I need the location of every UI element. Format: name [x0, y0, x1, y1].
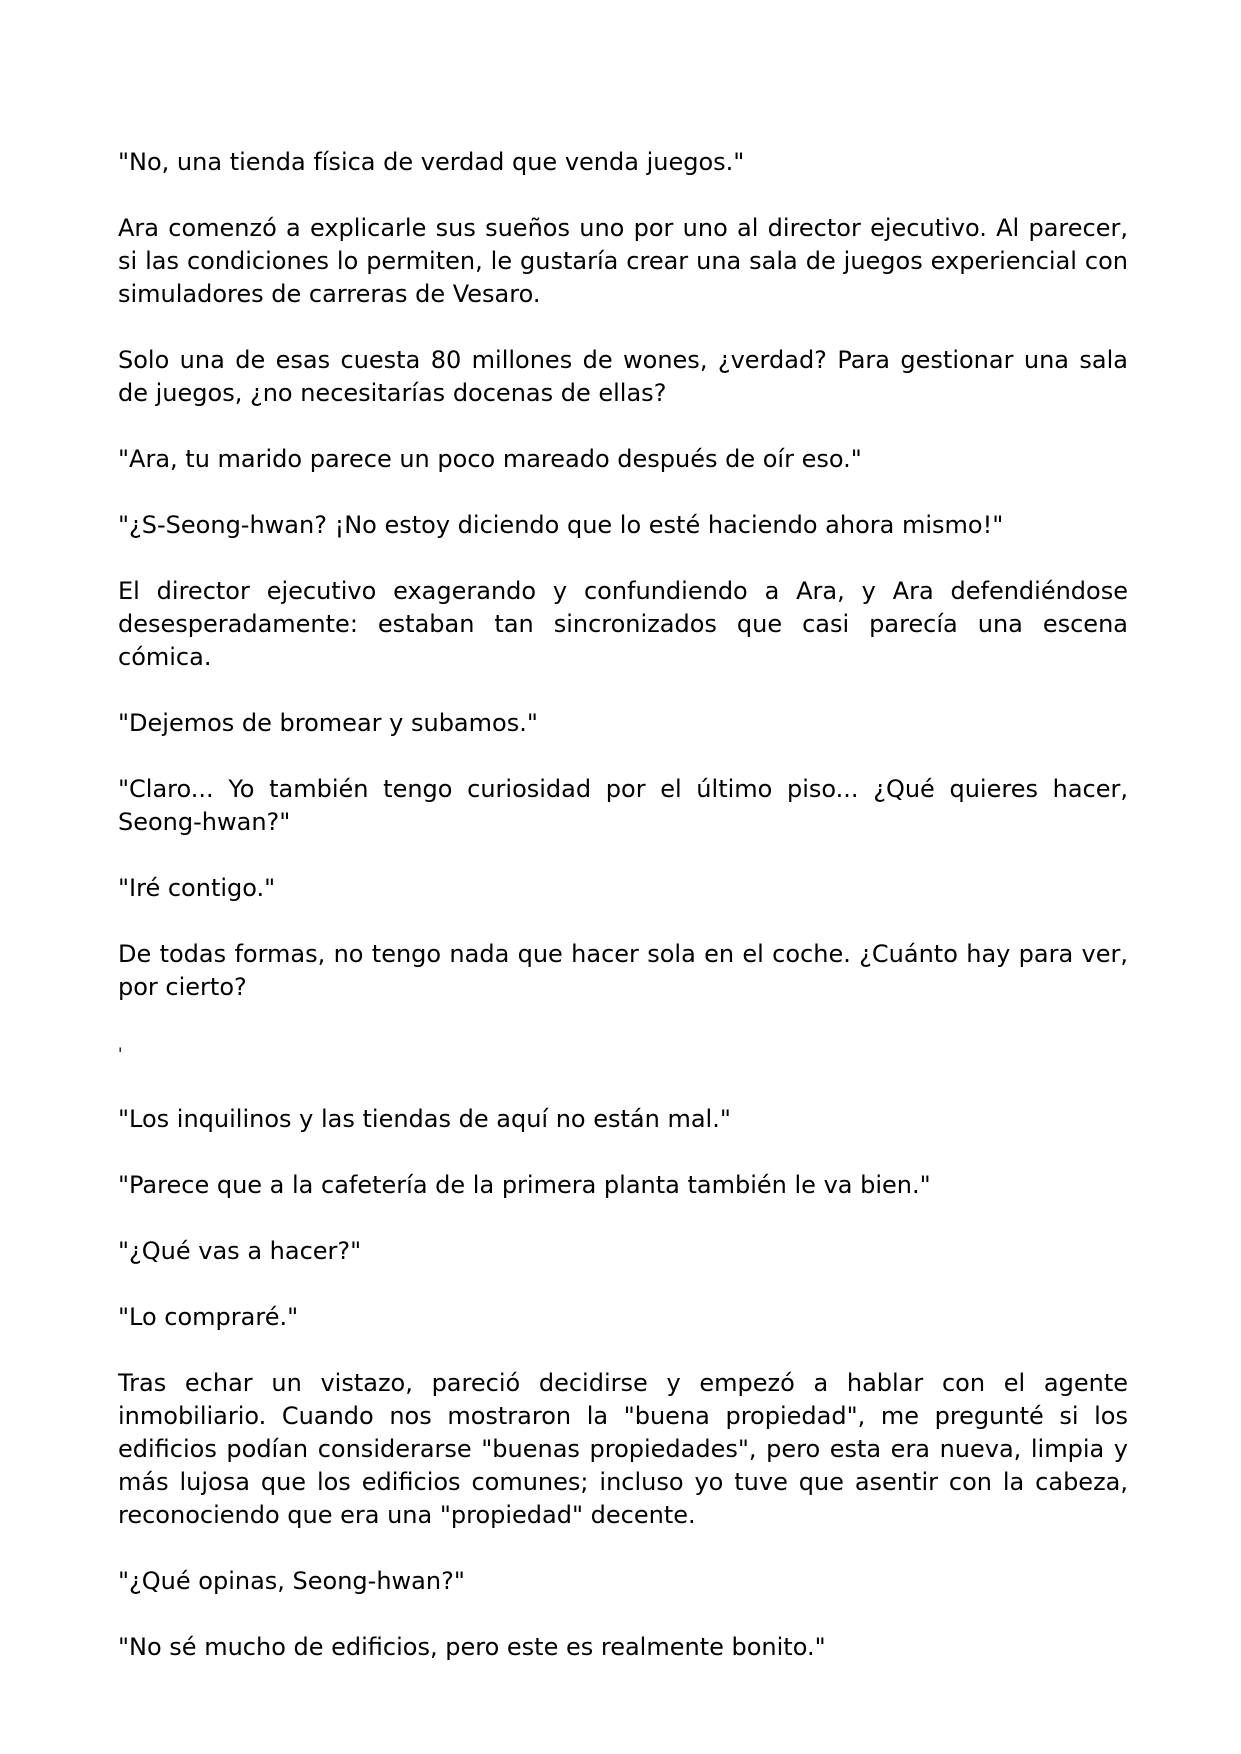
paragraph: "¿Qué opinas, Seong-hwan?"	[118, 1567, 465, 1595]
paragraph: "Parece que a la cafetería de la primera planta también le va bien."	[118, 1171, 931, 1199]
paragraph: De todas formas, no tengo nada que hacer sola en el coche. ¿Cuánto hay para ver, por cierto?	[118, 940, 1128, 1001]
paragraph: "Dejemos de bromear y subamos."	[118, 709, 538, 737]
scene-break-mark: '	[118, 1044, 123, 1063]
paragraph: "No, una tienda física de verdad que venda juegos."	[118, 148, 745, 176]
paragraph: "Los inquilinos y las tiendas de aquí no están mal."	[118, 1105, 731, 1133]
paragraph: "No sé mucho de edificios, pero este es realmente bonito."	[118, 1633, 826, 1661]
paragraph: "Claro... Yo también tengo curiosidad por el último piso... ¿Qué quieres hacer, Seong-hwan?"	[118, 775, 1128, 836]
paragraph: El director ejecutivo exagerando y confundiendo a Ara, y Ara defendiéndose desesperadamente: estaban tan sincronizados que casi parecía una escena cómica.	[118, 577, 1128, 671]
document-page	[118, 146, 1128, 1697]
paragraph: "Ara, tu marido parece un poco mareado después de oír eso."	[118, 445, 862, 473]
paragraph: Solo una de esas cuesta 80 millones de wones, ¿verdad? Para gestionar una sala de juegos, ¿no necesitarías docenas de ellas?	[118, 346, 1128, 407]
paragraph: "¿S-Seong-hwan? ¡No estoy diciendo que lo esté haciendo ahora mismo!"	[118, 511, 1004, 539]
paragraph: "Iré contigo."	[118, 874, 276, 902]
paragraph: Tras echar un vistazo, pareció decidirse y empezó a hablar con el agente inmobiliario. Cuando nos mostraron la "buena propiedad", me pregunté si los edificios podían considerarse "buenas propiedades", pero esta era nueva, limpia y más lujosa que los edificios comunes; incluso yo tuve que asentir con la cabeza, reconociendo que era una "propiedad" decente.	[118, 1369, 1128, 1529]
paragraph: "Lo compraré."	[118, 1303, 299, 1331]
paragraph: "¿Qué vas a hacer?"	[118, 1237, 362, 1265]
paragraph: Ara comenzó a explicarle sus sueños uno por uno al director ejecutivo. Al parecer, si las condiciones lo permiten, le gustaría crear una sala de juegos experiencial con simuladores de carreras de Vesaro.	[118, 214, 1128, 308]
